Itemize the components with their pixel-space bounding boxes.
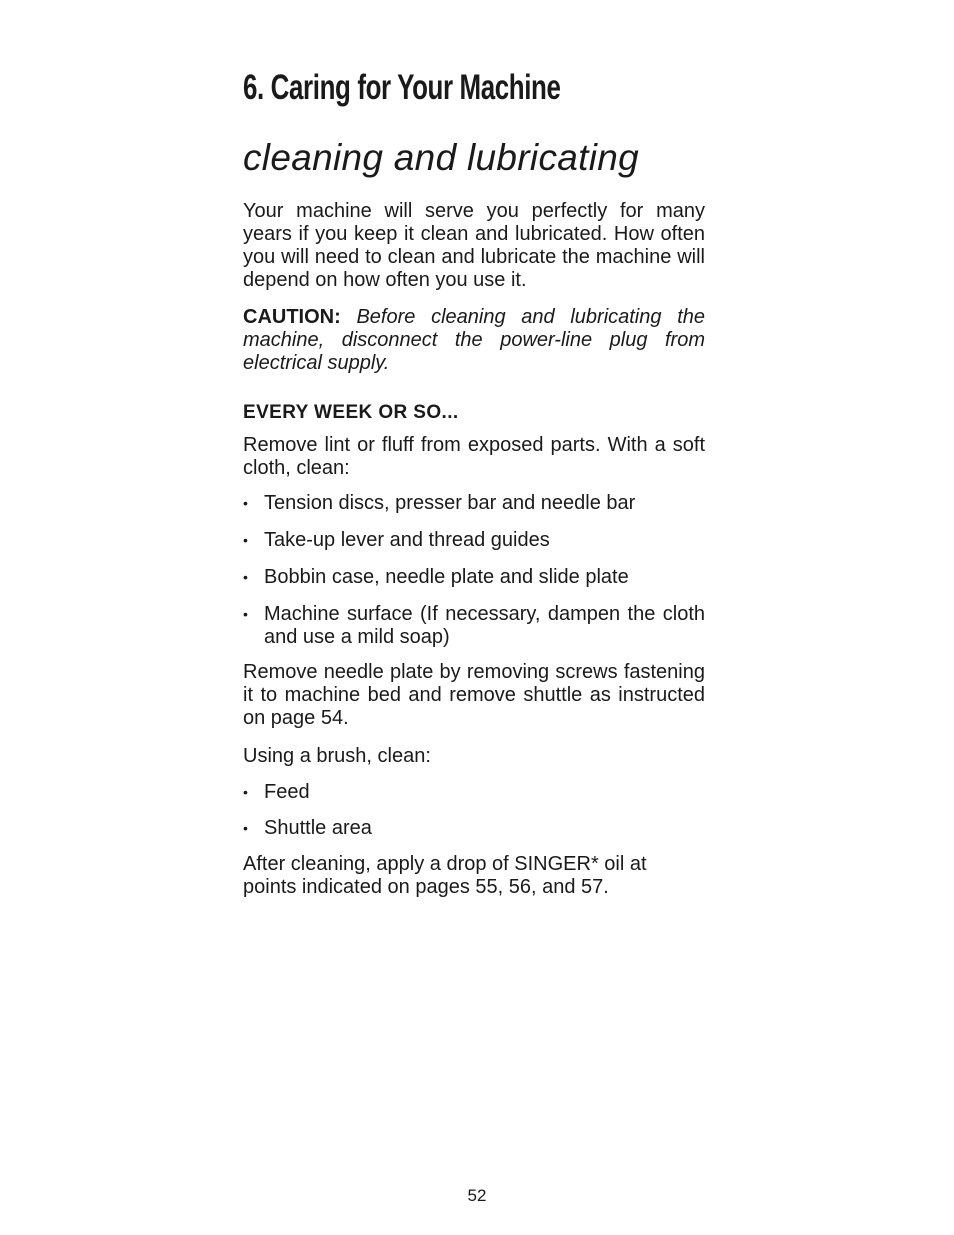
- list-item-text: Take-up lever and thread guides: [264, 529, 550, 551]
- list-item-text: Bobbin case, needle plate and slide plate: [264, 566, 629, 588]
- page-content: [243, 66, 705, 899]
- brush-clean-list: [243, 781, 705, 840]
- every-week-intro: Remove lint or fluff from exposed parts. With a soft cloth, clean:: [243, 434, 705, 479]
- caution-paragraph: [243, 306, 705, 375]
- cloth-clean-list: [243, 492, 705, 649]
- caution-text: Before cleaning and lubricating the machine, disconnect the power-line plug from electrical supply.: [243, 306, 705, 374]
- list-item: [243, 492, 705, 515]
- intro-paragraph: Your machine will serve you perfectly for many years if you keep it clean and lubricated. How often you will need to clean and lubricate the machine will depend on how often you use it.: [243, 200, 705, 291]
- bullet-icon: •: [243, 606, 248, 622]
- list-item: [243, 566, 705, 589]
- list-item: [243, 817, 705, 840]
- remove-plate-paragraph: Remove needle plate by removing screws fastening it to machine bed and remove shuttle as instructed on page 54.: [243, 661, 705, 729]
- bullet-icon: •: [243, 820, 248, 836]
- chapter-title: 6. Caring for Your Machine: [243, 68, 561, 107]
- list-item: [243, 529, 705, 552]
- list-item-text: Tension discs, presser bar and needle bar: [264, 492, 636, 514]
- list-item-text: Feed: [264, 781, 310, 803]
- list-item-text: Shuttle area: [264, 817, 372, 839]
- brush-intro: Using a brush, clean:: [243, 745, 431, 767]
- list-item: [243, 603, 705, 649]
- bullet-icon: •: [243, 532, 248, 548]
- caution-label: CAUTION:: [243, 306, 341, 328]
- bullet-icon: •: [243, 569, 248, 585]
- section-title: cleaning and lubricating: [243, 137, 639, 178]
- bullet-icon: •: [243, 495, 248, 511]
- every-week-heading: EVERY WEEK OR SO...: [243, 402, 459, 423]
- bullet-icon: •: [243, 784, 248, 800]
- after-cleaning-paragraph: After cleaning, apply a drop of SINGER* oil at points indicated on pages 55, 56, and 57.: [243, 853, 647, 898]
- page-number: 52: [467, 1186, 487, 1205]
- list-item-text: Machine surface (If necessary, dampen the cloth and use a mild soap): [264, 603, 705, 648]
- list-item: [243, 781, 705, 804]
